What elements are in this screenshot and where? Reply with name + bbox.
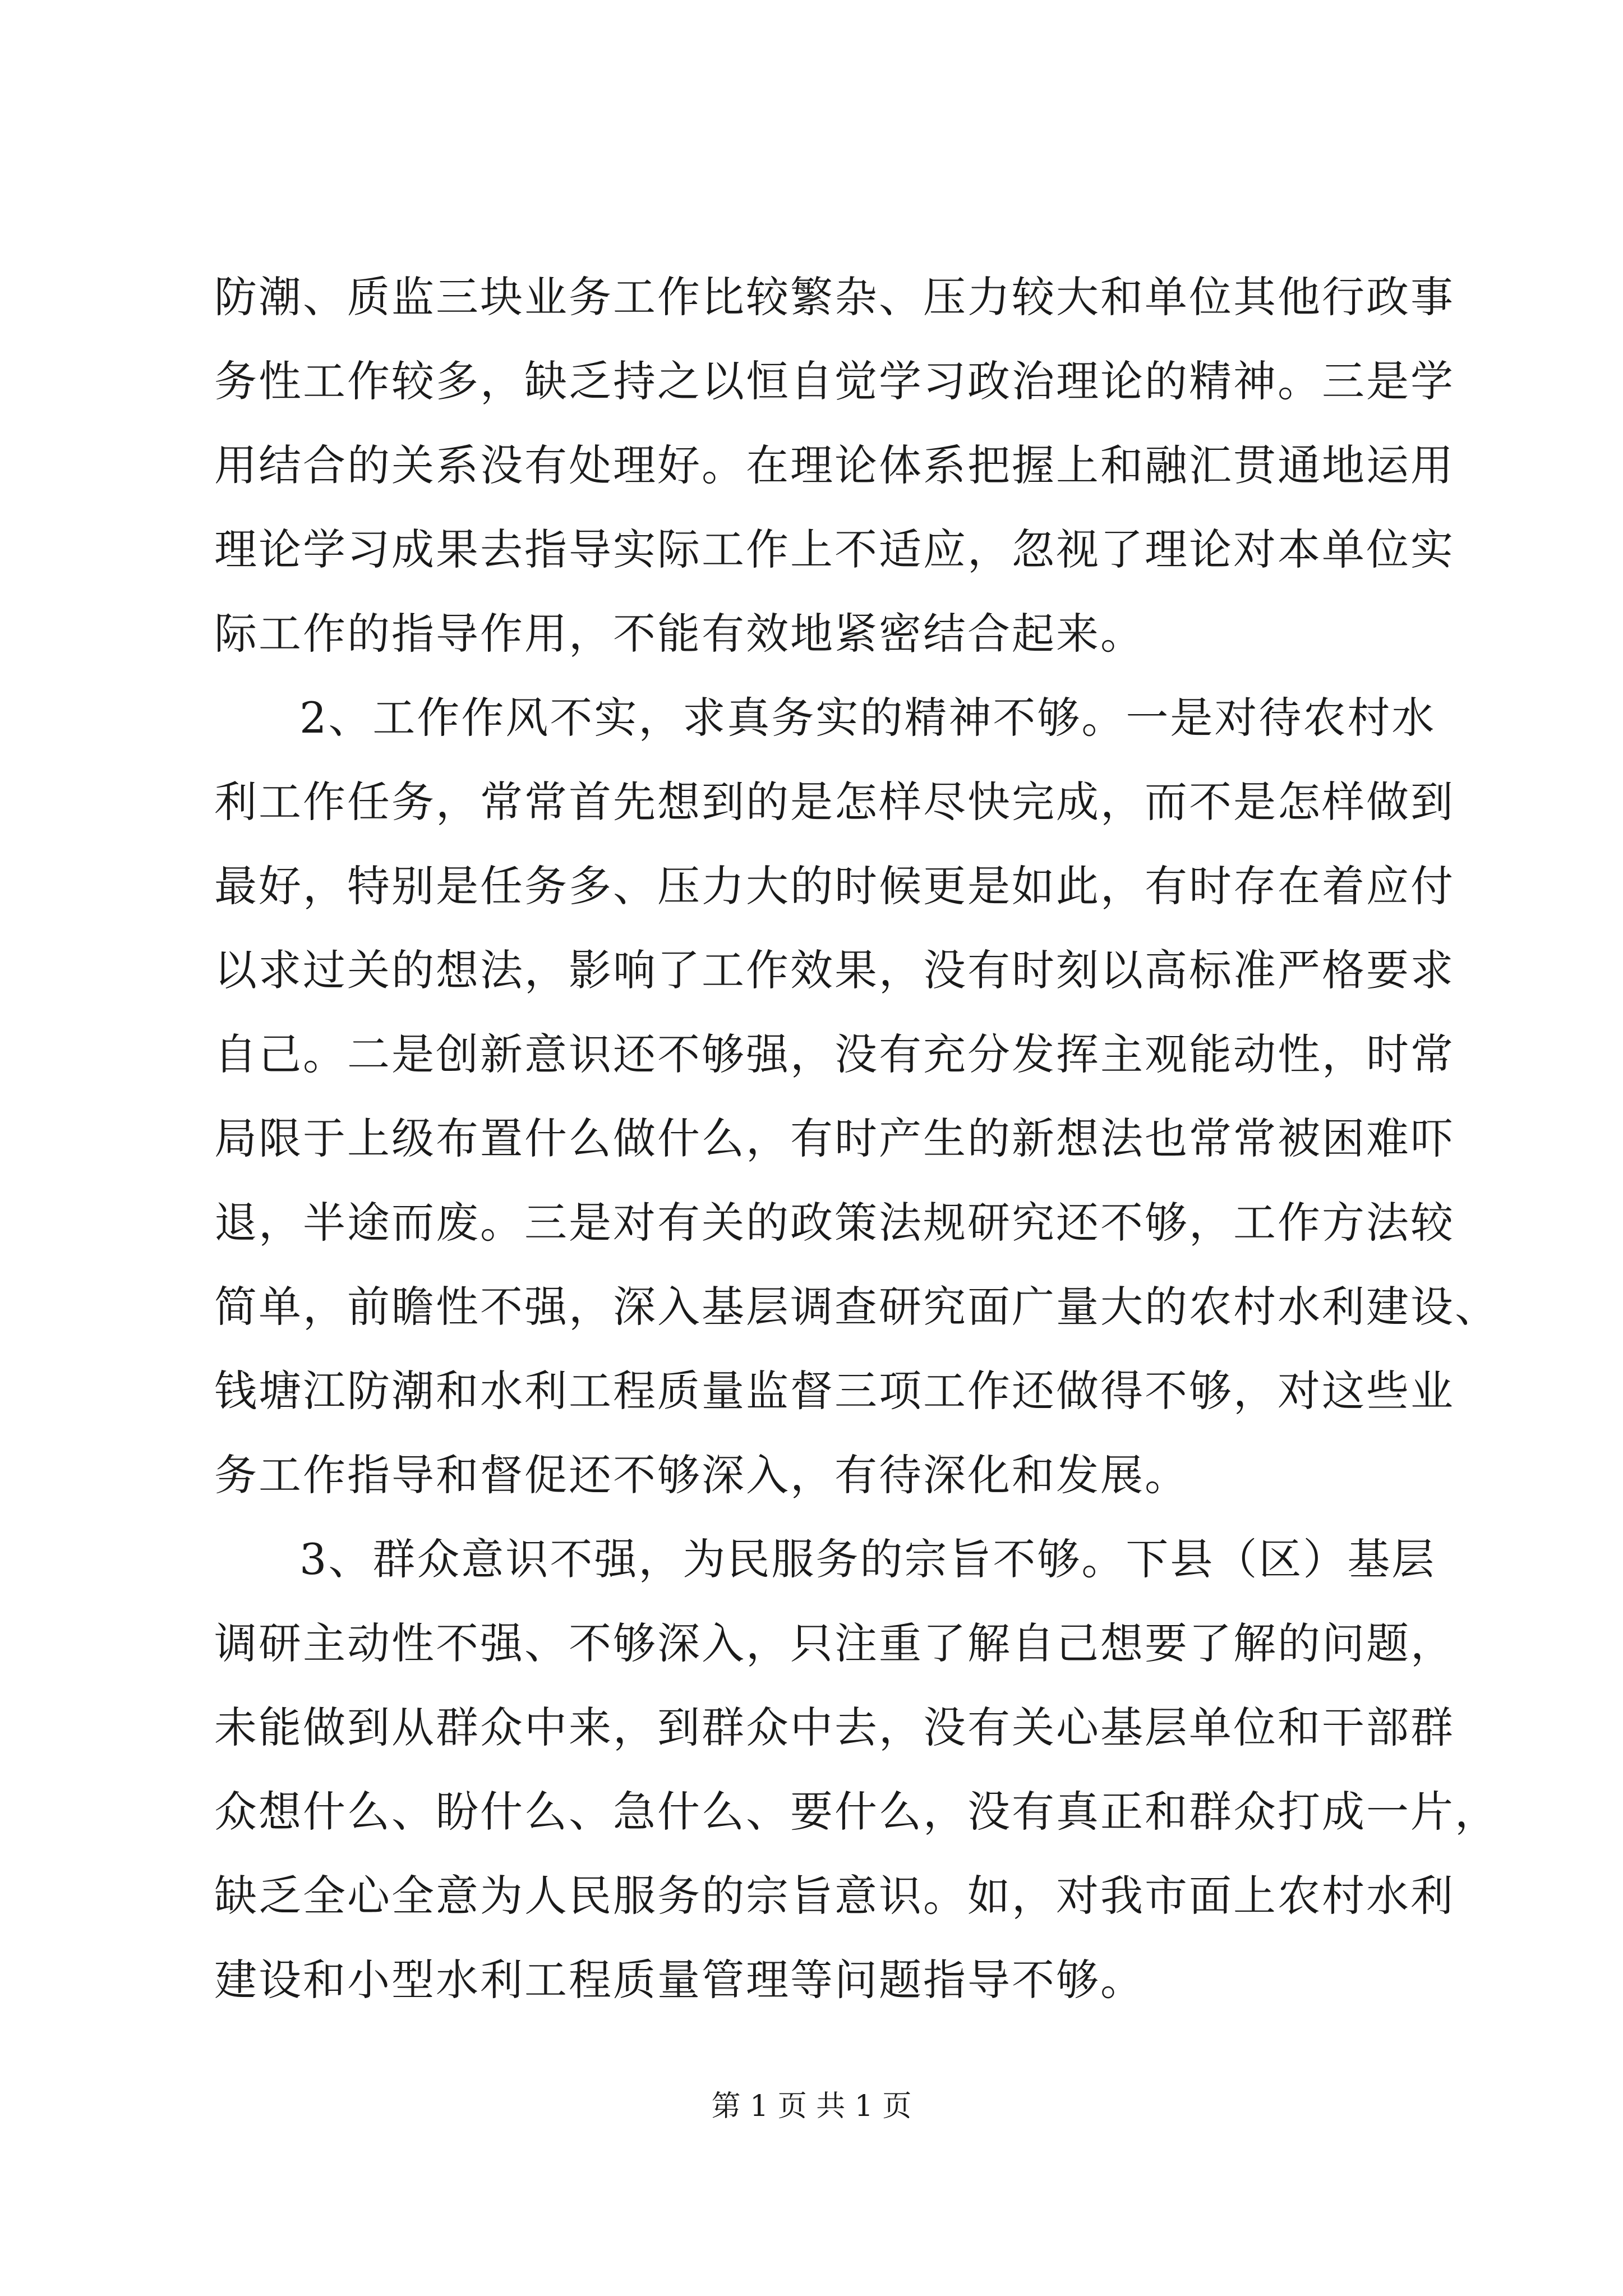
body-text	[214, 255, 1499, 2022]
text-line: 调研主动性不强、不够深入，只注重了解自己想要了解的问题，	[214, 1618, 1455, 1668]
text-line: 2、工作作风不实，求真务实的精神不够。一是对待农村水	[299, 693, 1436, 743]
text-line: 理论学习成果去指导实际工作上不适应，忽视了理论对本单位实	[214, 524, 1455, 574]
text-line: 际工作的指导作用，不能有效地紧密结合起来。	[214, 609, 1145, 659]
page-footer: 第 1 页 共 1 页	[711, 2090, 912, 2123]
text-line: 简单，前瞻性不强，深入基层调查研究面广量大的农村水利建设、	[214, 1282, 1499, 1332]
text-line: 以求过关的想法，影响了工作效果，没有时刻以高标准严格要求	[214, 945, 1455, 995]
text-line: 务性工作较多，缺乏持之以恒自觉学习政治理论的精神。三是学	[214, 356, 1455, 406]
text-line: 建设和小型水利工程质量管理等问题指导不够。	[214, 1955, 1145, 2005]
text-line: 用结合的关系没有处理好。在理论体系把握上和融汇贯通地运用	[214, 440, 1455, 490]
text-line: 务工作指导和督促还不够深入，有待深化和发展。	[214, 1450, 1189, 1500]
text-line: 缺乏全心全意为人民服务的宗旨意识。如，对我市面上农村水利	[214, 1871, 1455, 1921]
text-line: 最好，特别是任务多、压力大的时候更是如此，有时存在着应付	[214, 861, 1455, 911]
text-line: 众想什么、盼什么、急什么、要什么，没有真正和群众打成一片，	[214, 1787, 1499, 1837]
text-line: 未能做到从群众中来，到群众中去，没有关心基层单位和干部群	[214, 1703, 1455, 1752]
text-line: 防潮、质监三块业务工作比较繁杂、压力较大和单位其他行政事	[214, 272, 1455, 322]
text-line: 退，半途而废。三是对有关的政策法规研究还不够，工作方法较	[214, 1198, 1455, 1248]
text-line: 自己。二是创新意识还不够强，没有充分发挥主观能动性，时常	[214, 1029, 1455, 1079]
text-line: 3、群众意识不强，为民服务的宗旨不够。下县（区）基层	[299, 1534, 1436, 1584]
text-line: 利工作任务，常常首先想到的是怎样尽快完成，而不是怎样做到	[214, 777, 1455, 827]
text-line: 局限于上级布置什么做什么，有时产生的新想法也常常被困难吓	[214, 1114, 1455, 1163]
text-line: 钱塘江防潮和水利工程质量监督三项工作还做得不够，对这些业	[214, 1366, 1455, 1416]
